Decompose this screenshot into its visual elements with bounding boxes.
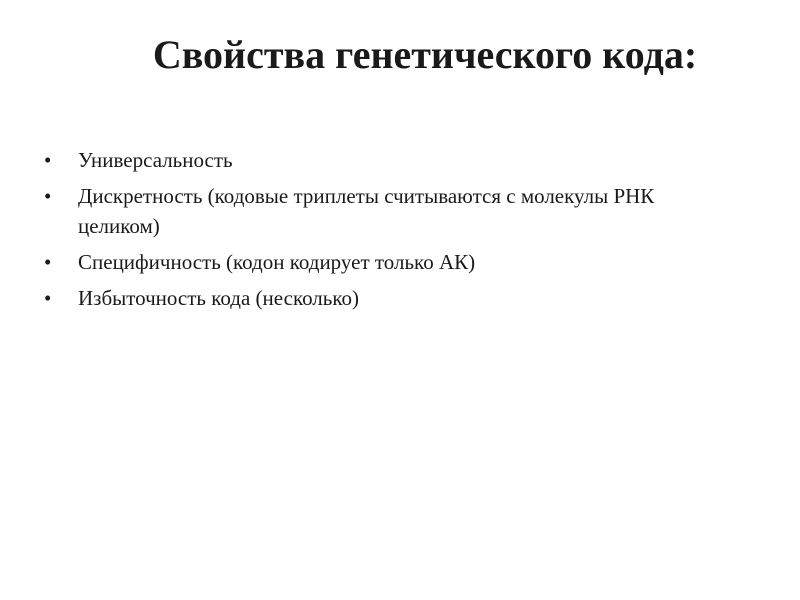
bullet-item bbox=[40, 283, 680, 313]
bullet-text: Дискретность (кодовые триплеты считываются с молекулы РНК целиком) bbox=[78, 184, 655, 238]
bullet-icon: • bbox=[44, 286, 52, 310]
bullet-item bbox=[40, 247, 680, 277]
bullet-text: Избыточность кода (несколько) bbox=[78, 286, 359, 310]
bullet-icon: • bbox=[44, 250, 52, 274]
bullet-icon: • bbox=[44, 148, 52, 172]
bullet-icon: • bbox=[44, 184, 52, 208]
bullet-item bbox=[40, 145, 680, 175]
bullet-item bbox=[40, 181, 680, 241]
bullet-text: Специфичность (кодон кодирует только АК) bbox=[78, 250, 476, 274]
slide-title: Свойства генетического кода: bbox=[152, 32, 698, 77]
bullet-list bbox=[40, 145, 680, 319]
bullet-text: Универсальность bbox=[78, 148, 233, 172]
